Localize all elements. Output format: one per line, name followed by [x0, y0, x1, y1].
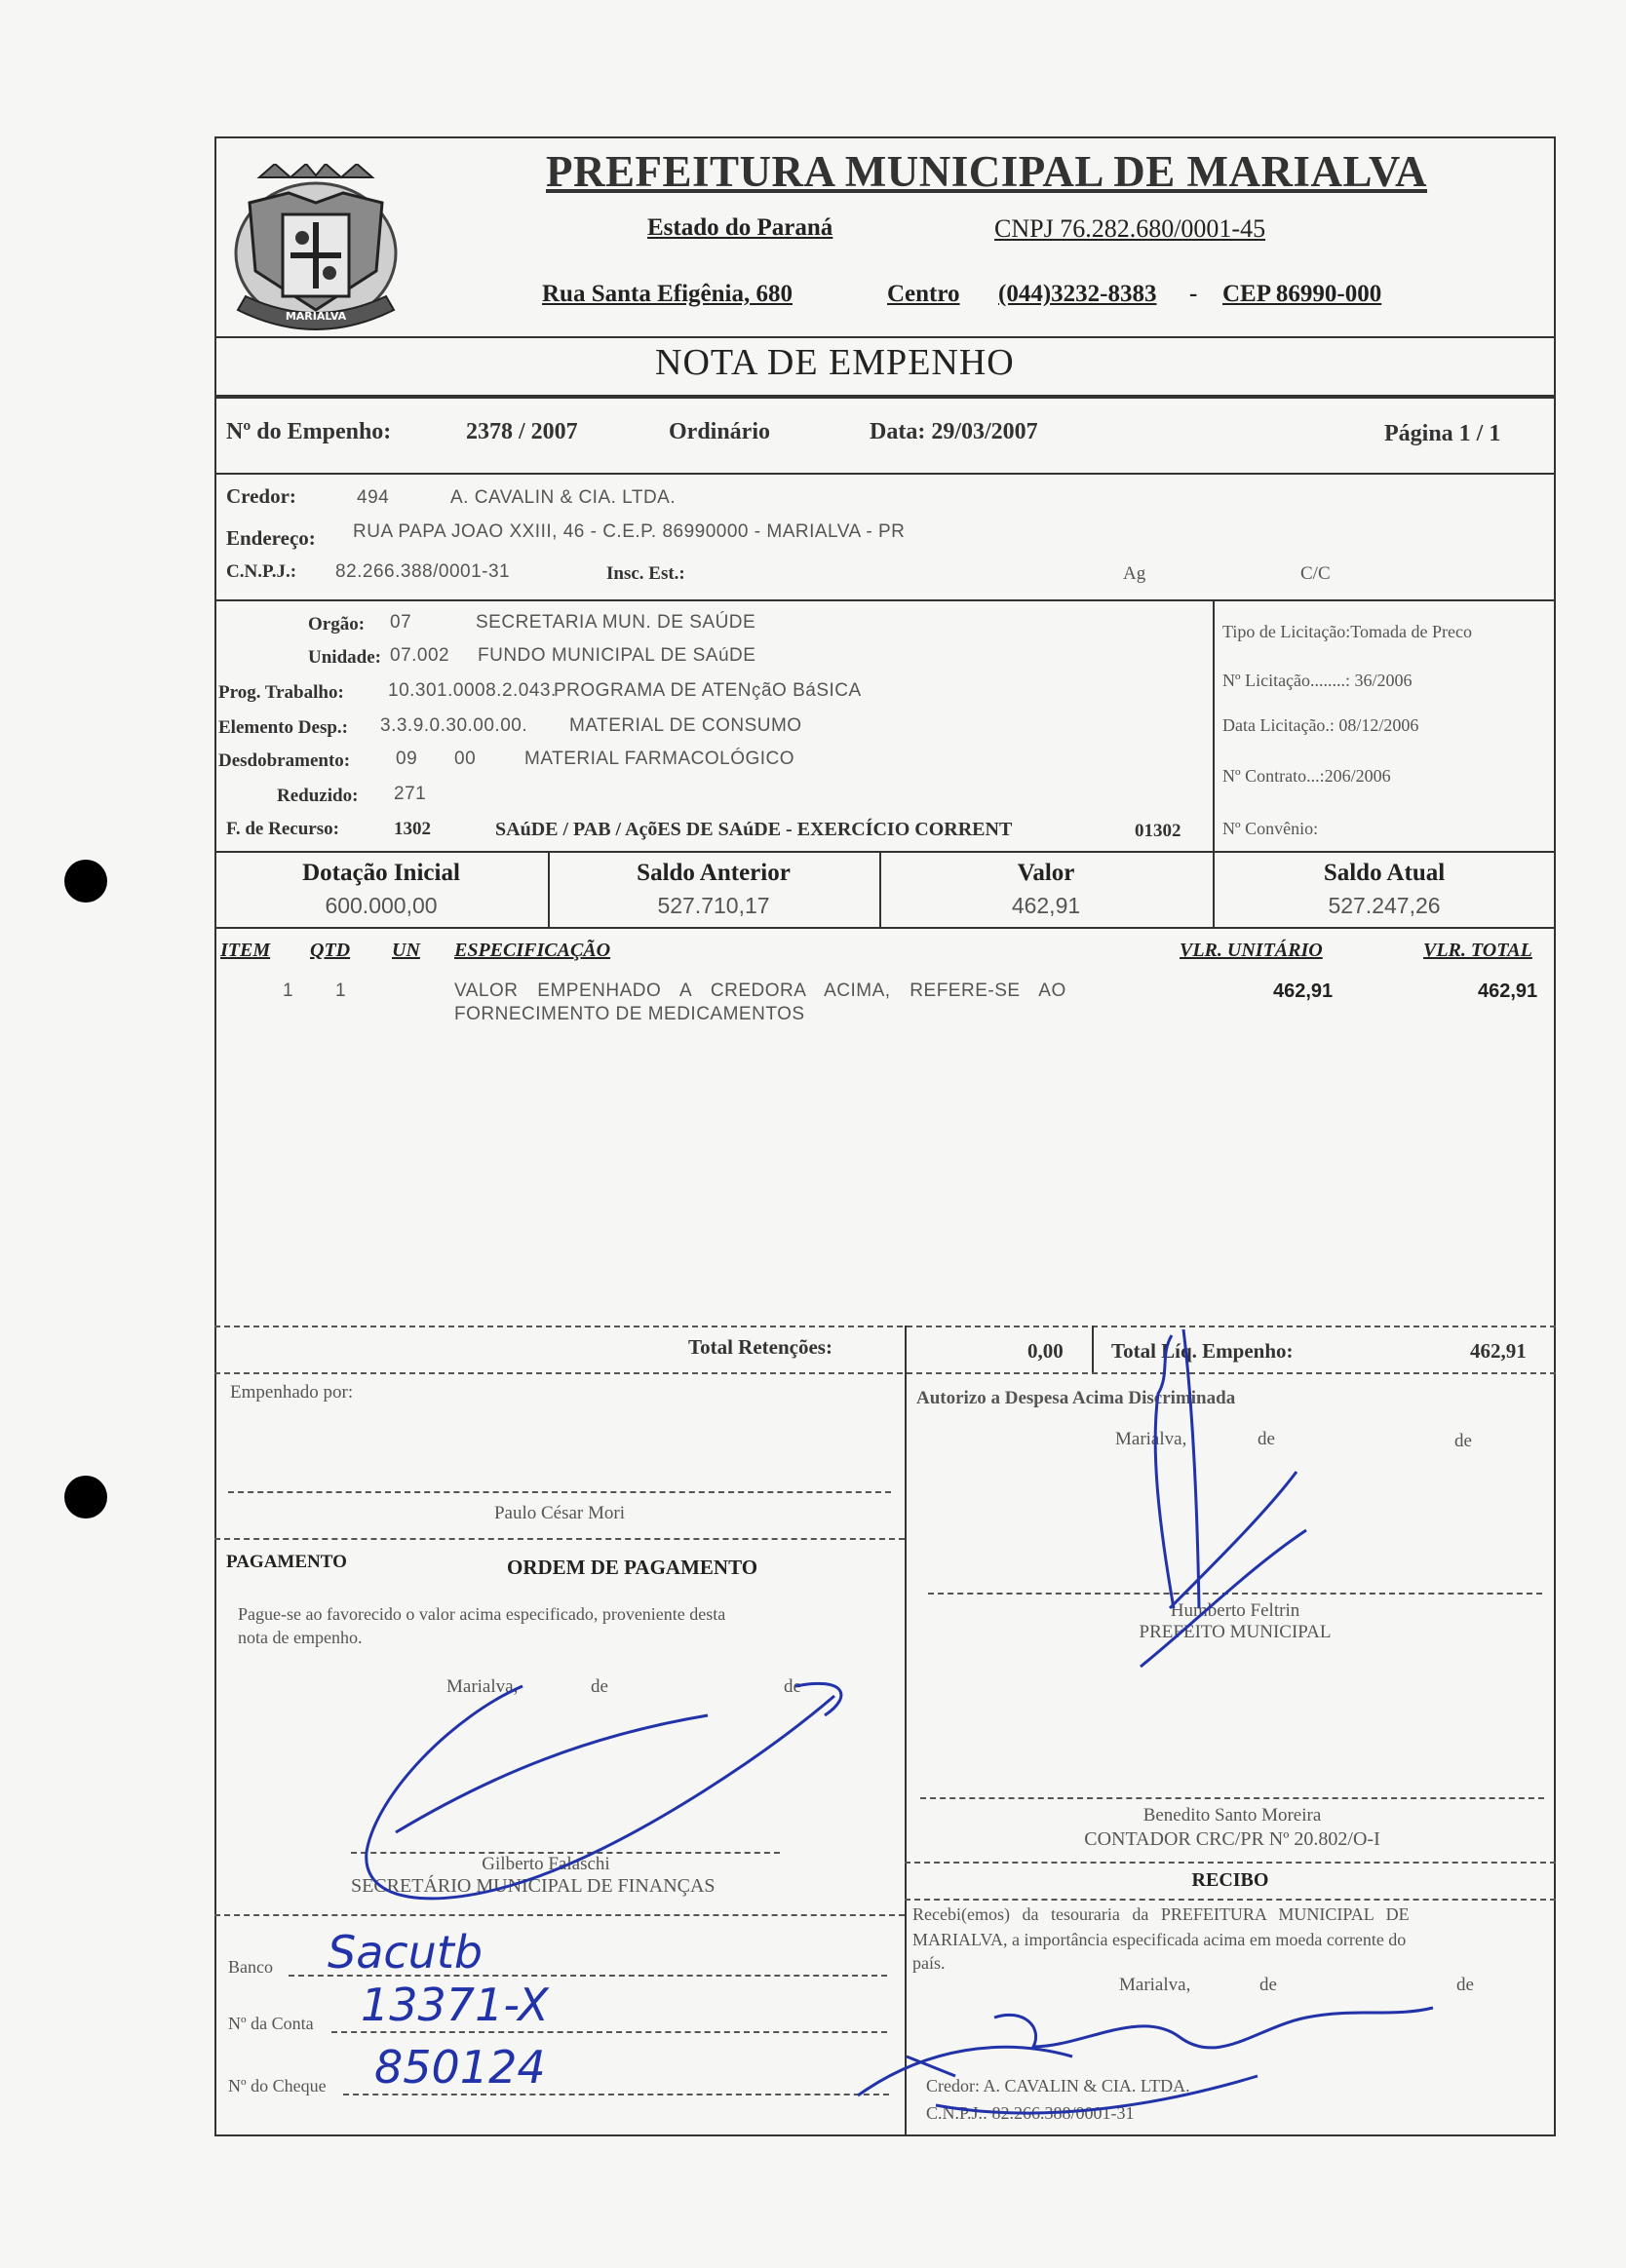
orgao-name: SECRETARIA MUN. DE SAÚDE [476, 612, 756, 633]
pagamento-text-2: nota de empenho. [238, 1628, 363, 1647]
recibo-text-2: MARIALVA, a importância especificada acima em moeda corrente do [912, 1930, 1407, 1949]
recurso-code: 1302 [394, 819, 431, 839]
elemento-name: MATERIAL DE CONSUMO [569, 715, 802, 736]
signature-credor [848, 1988, 1452, 2134]
saldo-value: 462,91 [1011, 893, 1081, 918]
saldo-value: 527.710,17 [657, 893, 770, 918]
endereco-value: RUA PAPA JOAO XXIII, 46 - C.E.P. 86990000 - MARIALVA - PR [353, 521, 906, 542]
autorizo-city: Marialva, [1115, 1429, 1187, 1449]
divider [905, 1862, 1556, 1864]
orgao-label: Orgão: [308, 614, 366, 634]
saldo-value: 527.247,26 [1328, 893, 1441, 918]
conta-line [331, 2031, 887, 2033]
numero-licitacao: Nº Licitação........: 36/2006 [1222, 671, 1413, 690]
numero-contrato: Nº Contrato...:206/2006 [1222, 766, 1391, 786]
empenho-number-label: Nº do Empenho: [226, 419, 392, 444]
separator: - [1189, 281, 1198, 307]
conta-value[interactable]: 13371-X [361, 1979, 549, 2031]
divider [214, 599, 1556, 601]
divider [214, 927, 1556, 929]
contador-name: Benedito Santo Moreira [1142, 1805, 1322, 1826]
divider [214, 336, 1556, 338]
col-header-qtd: QTD [310, 940, 351, 961]
punch-hole-top [64, 860, 107, 903]
col-header-spec: ESPECIFICAÇÃO [454, 940, 611, 961]
pagamento-de-1: de [591, 1676, 608, 1697]
prog-trabalho-name: PROGRAMA DE ATENçãO BáSICA [554, 680, 862, 701]
elemento-code: 3.3.9.0.30.00.00. [380, 715, 528, 736]
unidade-label: Unidade: [308, 647, 381, 668]
item-total-value: 462,91 [1478, 980, 1538, 1002]
divider [905, 1899, 1556, 1901]
item-qty: 1 [335, 980, 347, 1001]
state-label: Estado do Paraná [647, 214, 833, 241]
insc-est-label: Insc. Est.: [606, 563, 685, 584]
desdobramento-label: Desdobramento: [218, 750, 351, 771]
account-label: C/C [1300, 563, 1331, 584]
orgao-code: 07 [390, 612, 412, 633]
recurso-label: F. de Recurso: [226, 819, 339, 839]
ordem-pagamento-title: ORDEM DE PAGAMENTO [507, 1556, 758, 1579]
item-spec-line-2: FORNECIMENTO DE MEDICAMENTOS [454, 1004, 805, 1024]
autorizo-de-2: de [1454, 1431, 1472, 1451]
unidade-code: 07.002 [390, 645, 450, 666]
autorizo-de-1: de [1258, 1429, 1275, 1449]
banco-label: Banco [228, 1957, 273, 1977]
cheque-label: Nº do Cheque [228, 2076, 327, 2095]
credor-name: A. CAVALIN & CIA. LTDA. [450, 487, 677, 508]
empenho-number: 2378 / 2007 [466, 419, 578, 444]
total-retencoes-value: 0,00 [1027, 1339, 1064, 1363]
empenho-date: Data: 29/03/2007 [870, 419, 1038, 444]
col-header-total-value: VLR. TOTAL [1423, 940, 1532, 961]
contador-role: CONTADOR CRC/PR Nº 20.802/O-I [1084, 1828, 1380, 1850]
svg-text:MARIALVA: MARIALVA [285, 310, 347, 323]
col-header-item: ITEM [220, 940, 271, 961]
total-liquido-value: 462,91 [1470, 1339, 1527, 1363]
page-number: Página 1 / 1 [1384, 421, 1501, 446]
total-retencoes-label: Total Retenções: [688, 1335, 832, 1359]
desdobramento-code-1: 09 [396, 749, 418, 769]
prefeito-name: Humberto Feltrin [1170, 1600, 1300, 1621]
conta-label: Nº da Conta [228, 2014, 314, 2033]
recibo-de-2: de [1456, 1975, 1474, 1995]
divider [214, 851, 1556, 853]
saldo-label: Saldo Anterior [637, 860, 791, 886]
recurso-name: SAúDE / PAB / AçõES DE SAúDE - EXERCÍCIO CORRENT [495, 819, 1013, 840]
empenhado-label: Empenhado por: [230, 1382, 354, 1403]
saldo-label: Valor [1017, 860, 1075, 886]
divider [214, 473, 1556, 475]
recibo-city: Marialva, [1119, 1975, 1191, 1995]
pagamento-de-2: de [784, 1676, 801, 1697]
document-title: NOTA DE EMPENHO [655, 342, 1015, 383]
pagamento-label: PAGAMENTO [226, 1552, 347, 1572]
data-licitacao: Data Licitação.: 08/12/2006 [1222, 715, 1419, 735]
agency-label: Ag [1123, 563, 1146, 584]
empenhado-name: Paulo César Mori [493, 1503, 626, 1523]
col-header-un: UN [392, 940, 420, 961]
divider [214, 1538, 905, 1540]
reduzido-value: 271 [394, 784, 427, 804]
saldo-label: Saldo Atual [1323, 860, 1446, 886]
recibo-de-1: de [1259, 1975, 1277, 1995]
secretario-name: Gilberto Falaschi [482, 1854, 610, 1874]
item-spec-line-1: VALOR EMPENHADO A CREDORA ACIMA, REFERE-SE AO [454, 980, 1066, 1001]
signature-prefeito [1102, 1316, 1355, 1686]
saldo-value: 600.000,00 [325, 893, 438, 918]
recurso-number: 01302 [1135, 821, 1181, 841]
item-unit-value: 462,91 [1273, 980, 1334, 1002]
credor-code: 494 [357, 487, 390, 508]
divider [1213, 599, 1215, 851]
recibo-title: RECIBO [1191, 1869, 1269, 1891]
credor-label: Credor: [226, 484, 296, 508]
recibo-text-1: Recebi(emos) da tesouraria da PREFEITURA MUNICIPAL DE [912, 1904, 1410, 1924]
cnpj-value: 82.266.388/0001-31 [335, 561, 511, 582]
desdobramento-code-2: 00 [454, 749, 477, 769]
signature-line [920, 1797, 1544, 1799]
phone: (044)3232-8383 [998, 281, 1157, 307]
item-number: 1 [283, 980, 294, 1001]
saldo-label: Dotação Inicial [302, 860, 460, 886]
col-header-unit-value: VLR. UNITÁRIO [1180, 940, 1323, 961]
recibo-text-3: país. [912, 1953, 946, 1973]
recibo-cnpj: C.N.P.J.: 82.266.388/0001-31 [926, 2103, 1135, 2123]
total-liquido-label: Total Líq. Empenho: [1111, 1339, 1294, 1363]
elemento-label: Elemento Desp.: [218, 717, 348, 738]
cnpj-header: CNPJ 76.282.680/0001-45 [994, 214, 1266, 243]
numero-convenio: Nº Convênio: [1222, 819, 1319, 838]
tipo-licitacao: Tipo de Licitação:Tomada de Preco [1222, 622, 1472, 641]
endereco-label: Endereço: [226, 526, 316, 550]
prog-trabalho-label: Prog. Trabalho: [218, 682, 344, 703]
municipality-title: PREFEITURA MUNICIPAL DE MARIALVA [546, 147, 1428, 196]
cep: CEP 86990-000 [1222, 281, 1382, 307]
coat-of-arms-seal [220, 164, 411, 335]
pagamento-text-1: Pague-se ao favorecido o valor acima especificado, proveniente desta [238, 1604, 726, 1624]
prog-trabalho-code: 10.301.0008.2.043. [388, 680, 557, 701]
punch-hole-bottom [64, 1476, 107, 1518]
desdobramento-name: MATERIAL FARMACOLÓGICO [524, 749, 795, 769]
signature-secretario [337, 1657, 864, 1930]
divider [1092, 1326, 1094, 1372]
recibo-credor: Credor: A. CAVALIN & CIA. LTDA. [926, 2076, 1190, 2095]
street-address: Rua Santa Efigênia, 680 [542, 281, 793, 307]
divider [905, 1326, 907, 1372]
prefeito-role: PREFEITO MUNICIPAL [1139, 1622, 1332, 1642]
secretario-role: SECRETÁRIO MUNICIPAL DE FINANÇAS [351, 1875, 716, 1897]
signature-line [228, 1491, 891, 1493]
cheque-line [343, 2094, 889, 2095]
cheque-value[interactable]: 850124 [374, 2041, 546, 2094]
autorizo-label: Autorizo a Despesa Acima Discriminada [916, 1388, 1236, 1408]
divider [214, 395, 1556, 399]
reduzido-label: Reduzido: [277, 786, 359, 806]
pagamento-city: Marialva, [446, 1676, 519, 1697]
unidade-name: FUNDO MUNICIPAL DE SAúDE [478, 645, 756, 666]
cnpj-label: C.N.P.J.: [226, 561, 297, 582]
district: Centro [887, 281, 960, 307]
banco-value[interactable]: Sacutb [328, 1926, 484, 1979]
empenho-type: Ordinário [669, 419, 771, 444]
